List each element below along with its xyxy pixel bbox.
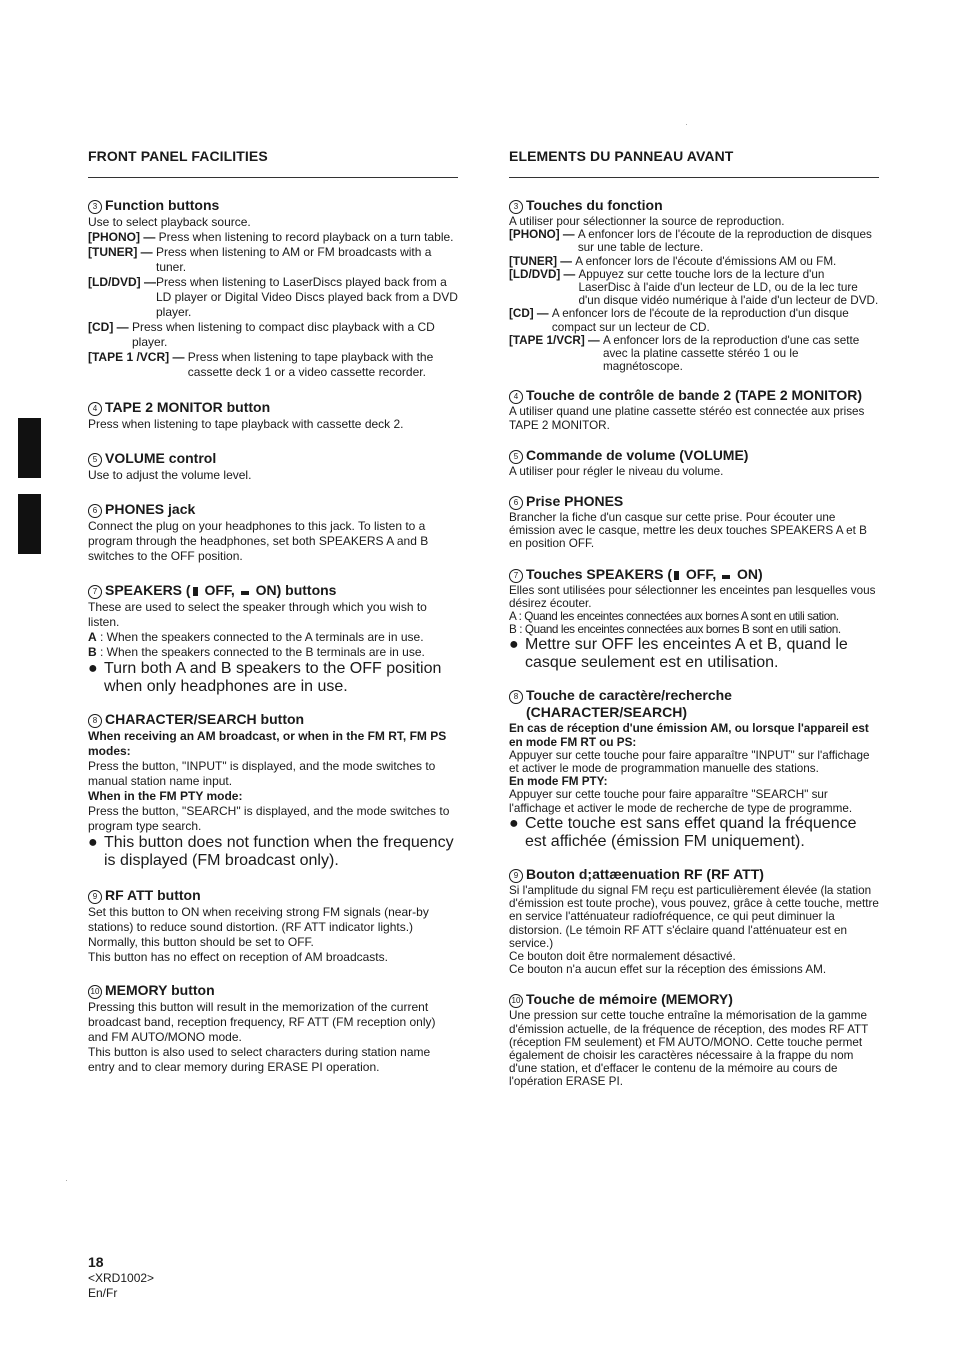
definition-desc: Press when listening to AM or FM broadcasts with a tuner. — [156, 245, 432, 274]
definition-desc: Press when listening to tape playback with the cassette deck 1 or a video cassette recorder. — [187, 350, 434, 379]
heading-text: Prise PHONES — [526, 493, 624, 510]
section-text: A utiliser quand une platine cassette stéréo est connectée aux prises TAPE 2 MONITOR. — [509, 405, 865, 432]
section-heading — [509, 991, 879, 1008]
section-touche-caractere — [509, 687, 879, 850]
heading-text: Touche de caractère/recherche (CHARACTER/SEARCH) — [526, 687, 732, 721]
on-position-icon — [722, 575, 730, 579]
definition-item — [509, 307, 879, 333]
section-heading — [88, 450, 458, 467]
section-text: A utiliser pour régler le niveau du volume. — [509, 464, 724, 478]
language-code: En/Fr — [88, 1286, 118, 1300]
scan-mark — [66, 1180, 67, 1181]
section-text: Press the button, "INPUT" is displayed, and the mode switches to manual station name input. — [88, 759, 436, 788]
circled-number: 6 — [509, 496, 523, 510]
section-text: A utiliser pour sélectionner la source de reproduction. — [509, 215, 785, 228]
section-touche-controle-bande — [509, 387, 879, 431]
definition-item — [88, 350, 458, 380]
section-text: Une pression sur cette touche entraîne la mémorisation de la gamme d'émission actuelle, de la fréquence de réception, des modes RF ATT (réception FM seulement) et FM AUTO/MONO. Cette touche permet également de choisir les caractères nécessaire à la frappe du nom d'une station, et d'effacer le contenu de la mémoire au cours de l'opération ERASE PI. — [509, 1009, 869, 1089]
definition-term: [PHONO] — — [509, 228, 578, 242]
circled-number: 5 — [88, 453, 102, 467]
definition-item — [509, 255, 879, 268]
title-rule — [88, 177, 458, 178]
definition-item — [509, 268, 879, 308]
section-text: Set this button to ON when receiving strong FM signals (near-by stations) to reduce sound distortion. (RF ATT indicator lights.) — [88, 905, 429, 934]
heading-text: MEMORY button — [105, 982, 215, 998]
section-text: These are used to select the speaker through which you wish to listen. — [88, 600, 427, 629]
section-heading — [509, 447, 879, 464]
bullet-item — [88, 660, 458, 696]
section-text: Brancher la fiche d'un casque sur cette prise. Pour écouter une émission avec le casque, mettre les deux touches SPEAKERS A et B en position OFF. — [509, 511, 867, 551]
label-a: A — [88, 630, 97, 644]
circled-number: 3 — [509, 200, 523, 214]
bullet-text: Mettre sur OFF les enceintes A et B, quand le casque seulement est en utilisation. — [525, 636, 848, 672]
section-text: Ce bouton doit être normalement désactivé. — [509, 949, 736, 963]
circled-number: 9 — [509, 869, 523, 883]
heading-text: Function buttons — [105, 197, 220, 213]
section-prise-phones — [509, 493, 879, 551]
definition-desc: Press when listening to record playback on a turn table. — [158, 230, 454, 244]
section-heading — [509, 197, 879, 214]
heading-text: ON) — [733, 565, 763, 582]
section-character-search — [88, 711, 458, 870]
speaker-a-line: A : Quand les enceintes connectées aux bornes A sont en utili sation. — [509, 610, 839, 624]
french-column — [509, 148, 879, 1089]
speaker-a-line — [88, 630, 458, 645]
definition-term: [PHONO] — — [88, 230, 159, 244]
circled-number: 9 — [88, 890, 102, 904]
heading-text: ON) buttons — [251, 582, 337, 598]
definition-item — [88, 275, 458, 320]
circled-number: 7 — [509, 569, 523, 583]
on-position-icon — [241, 591, 249, 595]
definition-item — [88, 230, 458, 245]
label-b: B — [88, 645, 97, 659]
circled-number: 10 — [88, 985, 102, 999]
section-rf-att — [88, 887, 458, 965]
column-title: ELEMENTS DU PANNEAU AVANT — [509, 148, 734, 164]
definition-item — [88, 320, 458, 350]
definition-desc: A enfoncer lors de l'écoute de la reproduction d'un disque compact sur un lecteur de CD. — [551, 307, 849, 334]
section-volume — [88, 450, 458, 483]
definition-term: [TUNER] — — [509, 254, 576, 268]
section-text: Use to select playback source. — [88, 215, 251, 229]
bullet-item — [509, 815, 879, 851]
section-heading — [88, 711, 458, 728]
bullet-icon: ● — [509, 814, 519, 832]
subheading: When receiving an AM broadcast, or when in the FM RT, FM PS modes: — [88, 729, 447, 758]
circled-number: 8 — [88, 714, 102, 728]
heading-text: Bouton d;attæenuation RF (RF ATT) — [526, 865, 764, 882]
definition-desc: Press when listening to compact disc playback with a CD player. — [132, 320, 435, 349]
section-heading — [88, 399, 458, 416]
circled-number: 5 — [509, 450, 523, 464]
bullet-item — [509, 636, 879, 672]
section-function-buttons — [88, 197, 458, 380]
definition-desc: A enfoncer lors de l'écoute d'émissions AM ou FM. — [575, 254, 837, 268]
section-text: Normally, this button should be set to OFF. — [88, 935, 314, 949]
speaker-b-text: : When the speakers connected to the B terminals are in use. — [96, 645, 425, 659]
heading-text: Touche de mémoire (MEMORY) — [526, 991, 733, 1008]
bullet-text: Cette touche est sans effet quand la fréquence est affichée (émission FM uniquement). — [525, 814, 857, 850]
off-position-icon — [193, 587, 198, 596]
definition-desc: A enfoncer lors de la reproduction d'une cas sette avec la platine cassette stéréo 1 ou le magnétoscope. — [602, 333, 860, 374]
section-text: Si l'amplitude du signal FM reçu est particulièrement élevée (la station d'émission est toute proche), vous pouvez, grâce à cette touche, mettre en service l'atténuateur radiofréquence, ce qui peut diminuer la distorsion. (Le témoin RF ATT s'éclaire quand l'atténuateur est en service.) — [509, 883, 879, 950]
section-heading — [88, 887, 458, 904]
section-text: Use to adjust the volume level. — [88, 468, 252, 482]
definition-desc: Appuyez sur cette touche lors de la lecture d'un LaserDisc à l'aide d'un lecteur de LD, ou de la lec ture d'un disque vidéo numérique à l'aide d'un lecteur de DVD. — [578, 267, 879, 308]
subheading: En cas de réception d'une émission AM, ou lorsque l'appareil est en mode FM RT ou PS: — [509, 722, 869, 749]
section-tab-upper — [18, 418, 41, 478]
section-heading — [509, 493, 879, 510]
heading-text: Touches SPEAKERS ( — [526, 565, 672, 582]
title-rule — [509, 177, 879, 178]
definition-item — [509, 228, 879, 254]
section-heading — [88, 501, 458, 518]
heading-text: TAPE 2 MONITOR button — [105, 399, 271, 415]
definition-item — [88, 245, 458, 275]
circled-number: 10 — [509, 994, 523, 1008]
section-heading — [509, 566, 879, 583]
definition-item — [509, 334, 879, 374]
section-text: Appuyer sur cette touche pour faire apparaître "INPUT" sur l'affichage et activer le mode de programmation manuelle des stations. — [509, 748, 870, 776]
page-number: 18 — [88, 1254, 104, 1270]
section-tab-lower — [18, 494, 41, 554]
circled-number: 6 — [88, 504, 102, 518]
speaker-b-line — [88, 645, 458, 660]
circled-number: 8 — [509, 690, 523, 704]
circled-number: 4 — [88, 402, 102, 416]
heading-text: Touche de contrôle de bande 2 (TAPE 2 MONITOR) — [526, 387, 863, 404]
heading-text: Commande de volume (VOLUME) — [526, 446, 749, 463]
bullet-text: This button does not function when the frequency is displayed (FM broadcast only). — [104, 834, 454, 869]
definition-term: [TUNER] — — [88, 245, 156, 259]
speaker-b-line: B : Quand les enceintes connectées aux bornes B sont en utili sation. — [509, 623, 841, 637]
heading-text: VOLUME control — [105, 450, 217, 466]
section-text: Press when listening to tape playback with cassette deck 2. — [88, 417, 404, 431]
definition-term: [TAPE 1 /VCR] — — [88, 350, 188, 364]
section-text: Ce bouton n'a aucun effet sur la réception des émissions AM. — [509, 963, 827, 977]
speaker-a-text: : When the speakers connected to the A terminals are in use. — [96, 630, 424, 644]
section-text: Connect the plug on your headphones to this jack. To listen to a program through the headphones, set both SPEAKERS A and B switches to the OFF position. — [88, 519, 429, 563]
definition-desc: Press when listening to LaserDiscs played back from a LD player or Digital Video Discs played back from a DVD player. — [156, 275, 458, 319]
definition-desc: A enfoncer lors de l'écoute de la reproduction de disques sur une table de lecture. — [577, 228, 872, 255]
definition-term: [TAPE 1/VCR] — — [509, 333, 603, 347]
circled-number: 3 — [88, 200, 102, 214]
section-text: This button is also used to select characters during station name entry and to clear memory during ERASE PI operation. — [88, 1045, 431, 1074]
english-column — [88, 148, 458, 1075]
section-touches-speakers — [509, 566, 879, 673]
document-code: <XRD1002> — [88, 1271, 155, 1285]
section-tape2-monitor — [88, 399, 458, 432]
section-memory — [88, 982, 458, 1075]
definition-term: [CD] — — [88, 320, 132, 334]
off-position-icon — [674, 571, 679, 580]
section-heading — [509, 687, 879, 721]
section-speakers — [88, 582, 458, 696]
circled-number: 7 — [88, 585, 102, 599]
heading-text: CHARACTER/SEARCH button — [105, 711, 305, 727]
bullet-icon: ● — [88, 660, 98, 677]
scan-mark — [686, 124, 687, 125]
section-text: Press the button, "SEARCH" is displayed, and the mode switches to program type search. — [88, 804, 450, 833]
section-heading — [509, 866, 879, 883]
section-touches-fonction — [509, 197, 879, 373]
page-footer — [88, 1254, 154, 1301]
section-heading — [88, 582, 458, 599]
section-text: Elles sont utilisées pour sélectionner les enceintes pan lesquelles vous désirez écouter. — [509, 583, 876, 610]
circled-number: 4 — [509, 390, 523, 404]
heading-text: OFF, — [682, 565, 721, 582]
section-touche-memoire — [509, 991, 879, 1088]
bullet-item — [88, 834, 458, 870]
heading-text: SPEAKERS ( — [105, 582, 191, 598]
section-heading — [509, 387, 879, 404]
definition-term: [LD/DVD] — — [88, 275, 156, 289]
section-commande-volume — [509, 447, 879, 478]
section-text: Pressing this button will result in the memorization of the current broadcast band, reception frequency, RF ATT (FM reception only) and FM AUTO/MONO mode. — [88, 1000, 436, 1044]
bullet-icon: ● — [88, 834, 98, 851]
bullet-icon: ● — [509, 636, 519, 654]
heading-text: OFF, — [200, 582, 239, 598]
section-phones — [88, 501, 458, 564]
section-text: Appuyer sur cette touche pour faire apparaître "SEARCH" sur l'affichage et activer le mode de recherche de type de programme. — [509, 788, 853, 815]
heading-text: Touches du fonction — [526, 197, 663, 213]
subheading: When in the FM PTY mode: — [88, 789, 243, 803]
column-title: FRONT PANEL FACILITIES — [88, 148, 268, 164]
definition-term: [CD] — — [509, 307, 552, 321]
section-text: This button has no effect on reception of AM broadcasts. — [88, 950, 388, 964]
heading-text: PHONES jack — [105, 501, 196, 517]
section-bouton-rf-att — [509, 866, 879, 976]
subheading: En mode FM PTY: — [509, 775, 608, 789]
section-heading — [88, 197, 458, 214]
section-heading — [88, 982, 458, 999]
bullet-text: Turn both A and B speakers to the OFF position when only headphones are in use. — [104, 660, 442, 695]
heading-text: RF ATT button — [105, 887, 201, 903]
definition-term: [LD/DVD] — — [509, 267, 579, 281]
